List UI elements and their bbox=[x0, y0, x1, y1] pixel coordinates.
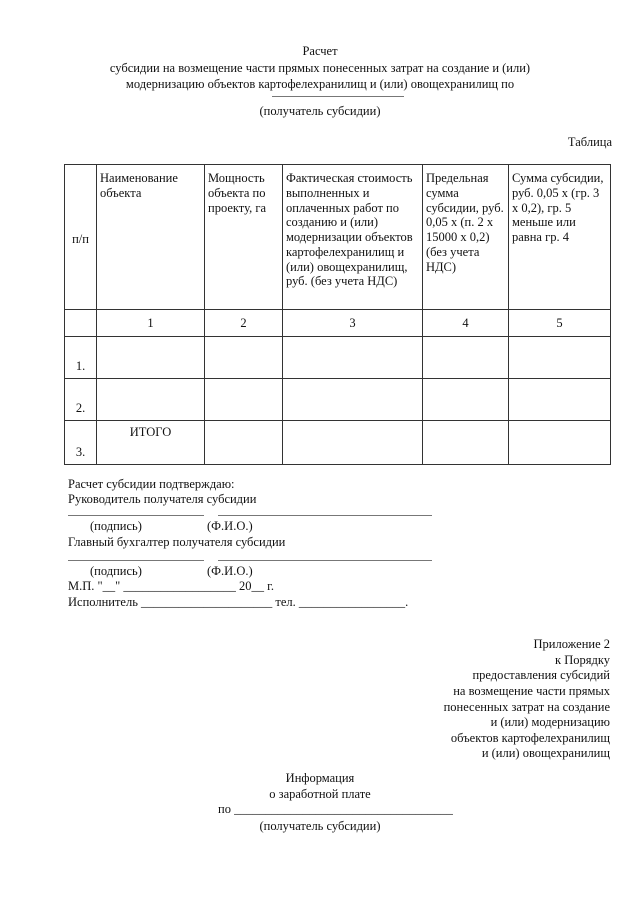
table-header-row bbox=[65, 165, 611, 310]
accountant-signature-line bbox=[68, 560, 204, 561]
row-number: 2. bbox=[65, 379, 97, 421]
doc-title-line3: модернизацию объектов картофелехранилищ и (или) овощехранилищ по bbox=[125, 77, 515, 91]
row-cell bbox=[205, 421, 283, 465]
row-cell bbox=[509, 337, 611, 379]
doc-title-line2: субсидии на возмещение части прямых понесенных затрат на создание и (или) bbox=[109, 61, 531, 75]
row-name-cell bbox=[97, 379, 205, 421]
info-subtitle: о заработной плате bbox=[269, 787, 371, 801]
director-signature-line bbox=[68, 515, 204, 516]
colnum-5: 5 bbox=[509, 310, 611, 337]
total-label: ИТОГО bbox=[97, 421, 205, 465]
header-capacity: Мощность объекта по проекту, га bbox=[205, 165, 283, 310]
row-cell bbox=[423, 421, 509, 465]
fio-caption: (Ф.И.О.) bbox=[207, 519, 253, 533]
accountant-fio-line bbox=[218, 560, 432, 561]
table-row-total bbox=[65, 421, 611, 465]
row-number: 3. bbox=[65, 421, 97, 465]
colnum-4: 4 bbox=[423, 310, 509, 337]
row-cell bbox=[509, 421, 611, 465]
row-number: 1. bbox=[65, 337, 97, 379]
subsidy-table bbox=[64, 164, 611, 465]
fio-caption: (Ф.И.О.) bbox=[207, 564, 253, 578]
info-title: Информация bbox=[285, 771, 355, 785]
info-recipient-line: по ___________________________________ bbox=[218, 802, 453, 816]
row-name-cell bbox=[97, 337, 205, 379]
appendix-line: на возмещение части прямых bbox=[453, 683, 610, 698]
director-label: Руководитель получателя субсидии bbox=[68, 492, 257, 506]
appendix-line: Приложение 2 bbox=[533, 637, 610, 651]
seal-date-line: М.П. "__" __________________ 20__ г. bbox=[68, 579, 274, 593]
row-cell bbox=[423, 337, 509, 379]
row-cell bbox=[509, 379, 611, 421]
row-cell bbox=[283, 337, 423, 379]
accountant-label: Главный бухгалтер получателя субсидии bbox=[68, 535, 286, 549]
table-row bbox=[65, 379, 611, 421]
confirm-line: Расчет субсидии подтверждаю: bbox=[68, 477, 235, 491]
row-cell bbox=[283, 421, 423, 465]
table-row bbox=[65, 337, 611, 379]
row-cell bbox=[423, 379, 509, 421]
signature-caption: (подпись) bbox=[90, 519, 142, 533]
recipient-caption: (получатель субсидии) bbox=[259, 104, 381, 118]
header-num: п/п bbox=[65, 165, 97, 310]
director-fio-line bbox=[218, 515, 432, 516]
appendix-line: понесенных затрат на создание bbox=[443, 699, 610, 714]
appendix-line: и (или) модернизацию bbox=[490, 715, 610, 730]
colnum-0 bbox=[65, 310, 97, 337]
signature-caption: (подпись) bbox=[90, 564, 142, 578]
appendix-line: предоставления субсидий bbox=[472, 668, 610, 683]
colnum-2: 2 bbox=[205, 310, 283, 337]
table-label: Таблица bbox=[567, 135, 612, 149]
column-number-row bbox=[65, 310, 611, 337]
header-subsidy-sum: Сумма субсидии, руб. 0,05 х (гр. 3 х 0,2), гр. 5 меньше или равна гр. 4 bbox=[509, 165, 611, 310]
appendix-line: и (или) овощехранилищ bbox=[481, 746, 610, 761]
colnum-3: 3 bbox=[283, 310, 423, 337]
row-cell bbox=[205, 379, 283, 421]
colnum-1: 1 bbox=[97, 310, 205, 337]
doc-title: Расчет bbox=[302, 44, 338, 58]
row-cell bbox=[283, 379, 423, 421]
header-actual-cost: Фактическая стоимость выполненных и оплаченных работ по созданию и (или) модернизации объектов картофелехранилищ и (или) овощехранилищ, руб. (без учета НДС) bbox=[283, 165, 423, 310]
appendix-block bbox=[444, 637, 610, 762]
row-cell bbox=[205, 337, 283, 379]
header-max-subsidy: Предельная сумма субсидии, руб. 0,05 х (п. 2 х 15000 х 0,2) (без учета НДС) bbox=[423, 165, 509, 310]
appendix-line: к Порядку bbox=[555, 652, 610, 667]
recipient-underline bbox=[272, 96, 404, 97]
info-recipient-caption: (получатель субсидии) bbox=[259, 819, 381, 833]
header-name: Наименование объекта bbox=[97, 165, 205, 310]
executor-line: Исполнитель _____________________ тел. _________________. bbox=[68, 595, 409, 609]
appendix-line: объектов картофелехранилищ bbox=[450, 730, 610, 745]
